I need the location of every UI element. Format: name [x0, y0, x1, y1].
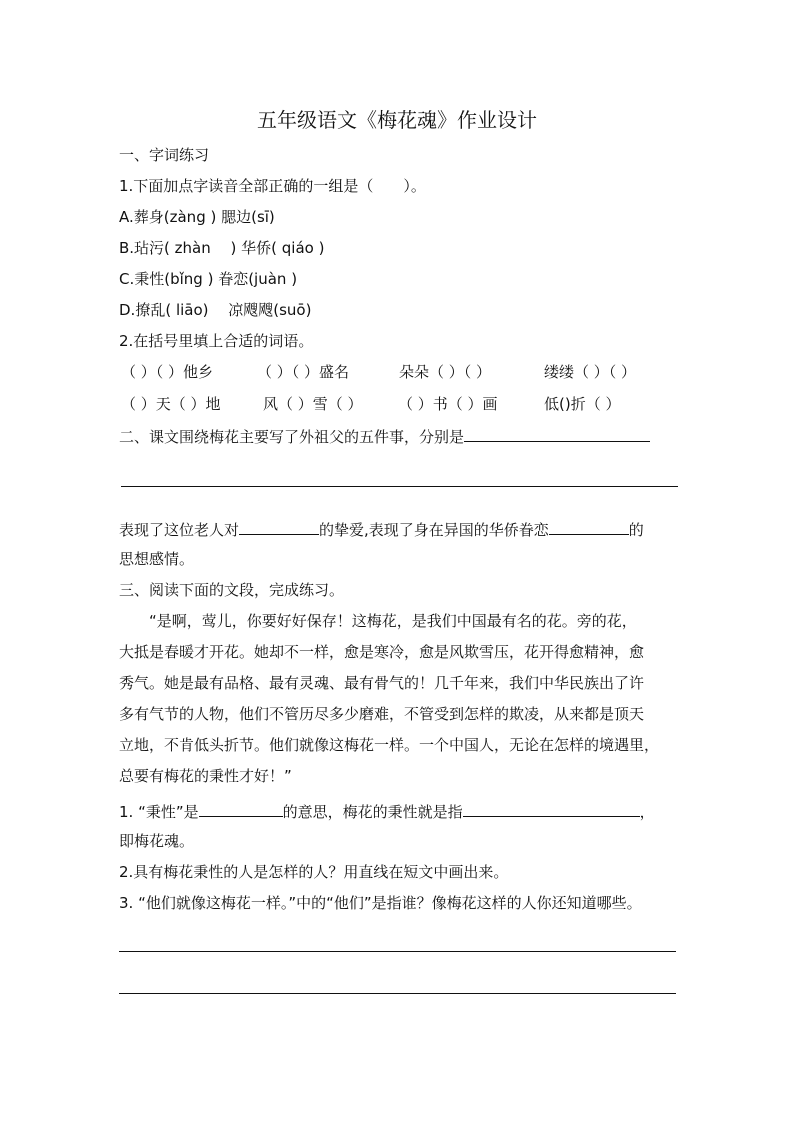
section2-text-a: 表现了这位老人对: [119, 521, 240, 539]
section2-text-b: 的挚爱,表现了身在异国的华侨眷恋: [319, 521, 549, 539]
q2-row1-item: 朵朵（ ）（ ）: [399, 363, 492, 381]
q1-option-b: B.玷污( zhàn ) 华侨( qiáo ): [119, 239, 325, 257]
section1-heading: 一、字词练习: [119, 146, 210, 164]
section3-q1-d: 即梅花魂。: [119, 832, 195, 850]
section2-text-d: 思想感情。: [119, 550, 195, 568]
answer-line[interactable]: [119, 951, 676, 952]
answer-line[interactable]: [121, 486, 678, 487]
passage-line: 多有气节的人物，他们不管历尽多少磨难，不管受到怎样的欺凌，从来都是顶天: [119, 705, 645, 723]
passage-line: 秀气。她是最有品格、最有灵魂、最有骨气的！几千年来，我们中华民族出了许: [119, 674, 645, 692]
answer-line[interactable]: [119, 993, 676, 994]
q2-stem: 2.在括号里填上合适的词语。: [119, 332, 314, 350]
q2-row1-item: 缕缕（ ）（ ）: [544, 363, 637, 381]
passage-line: 立地，不肯低头折节。他们就像这梅花一样。一个中国人，无论在怎样的境遇里，: [119, 736, 660, 754]
q2-row2-item: （ ）书（ ）画: [398, 395, 498, 413]
page-title: 五年级语文《梅花魂》作业设计: [257, 108, 537, 132]
q2-row2-item: （ ）天（ ）地: [121, 395, 221, 413]
q1-option-c: C.秉性(bǐng ) 眷恋(juàn ): [119, 270, 298, 288]
section3-q1-b: 的意思，梅花的秉性就是指: [282, 803, 463, 821]
answer-blank[interactable]: [463, 800, 640, 817]
answer-blank[interactable]: [239, 518, 319, 535]
section2-heading: [119, 425, 650, 447]
section2-heading-text: 二、课文围绕梅花主要写了外祖父的五件事，分别是: [119, 428, 465, 446]
section3-q1-c: ，: [639, 803, 655, 821]
section3-heading: 三、阅读下面的文段，完成练习。: [119, 581, 345, 599]
section2-sentence: [119, 518, 644, 540]
q2-row1-item: （ ）（ ）盛名: [257, 363, 350, 381]
q2-row2-item: 低()折（ ）: [544, 395, 621, 413]
q1-option-a: A.葬身(zàng ) 腮边(sī): [119, 208, 275, 226]
section3-q1-a: 1. “秉性”是: [119, 803, 199, 821]
section3-q2: 2.具有梅花秉性的人是怎样的人？用直线在短文中画出来。: [119, 863, 509, 881]
q2-row2-item: 风（ ）雪（ ）: [263, 395, 363, 413]
answer-blank[interactable]: [549, 518, 629, 535]
section2-text-c: 的: [628, 521, 644, 539]
section3-q3: 3. “他们就像这梅花一样。”中的“他们”是指谁？像梅花这样的人你还知道哪些。: [119, 894, 642, 912]
passage-line: 总要有梅花的秉性才好！”: [119, 767, 292, 785]
q1-option-d: D.撩乱( liāo) 凉飕飕(suō): [119, 301, 312, 319]
q1-stem: 1.下面加点字读音全部正确的一组是（ ）。: [119, 177, 426, 195]
answer-blank[interactable]: [199, 800, 283, 817]
section3-q1: [119, 800, 655, 822]
passage-line: 大抵是春暖才开花。她却不一样，愈是寒冷，愈是风欺雪压，花开得愈精神，愈: [119, 643, 645, 661]
q2-row1-item: （ ）（ ）他乡: [121, 363, 214, 381]
passage-line: “是啊，莺儿，你要好好保存！这梅花，是我们中国最有名的花。旁的花，: [149, 612, 637, 630]
answer-blank[interactable]: [464, 425, 650, 442]
